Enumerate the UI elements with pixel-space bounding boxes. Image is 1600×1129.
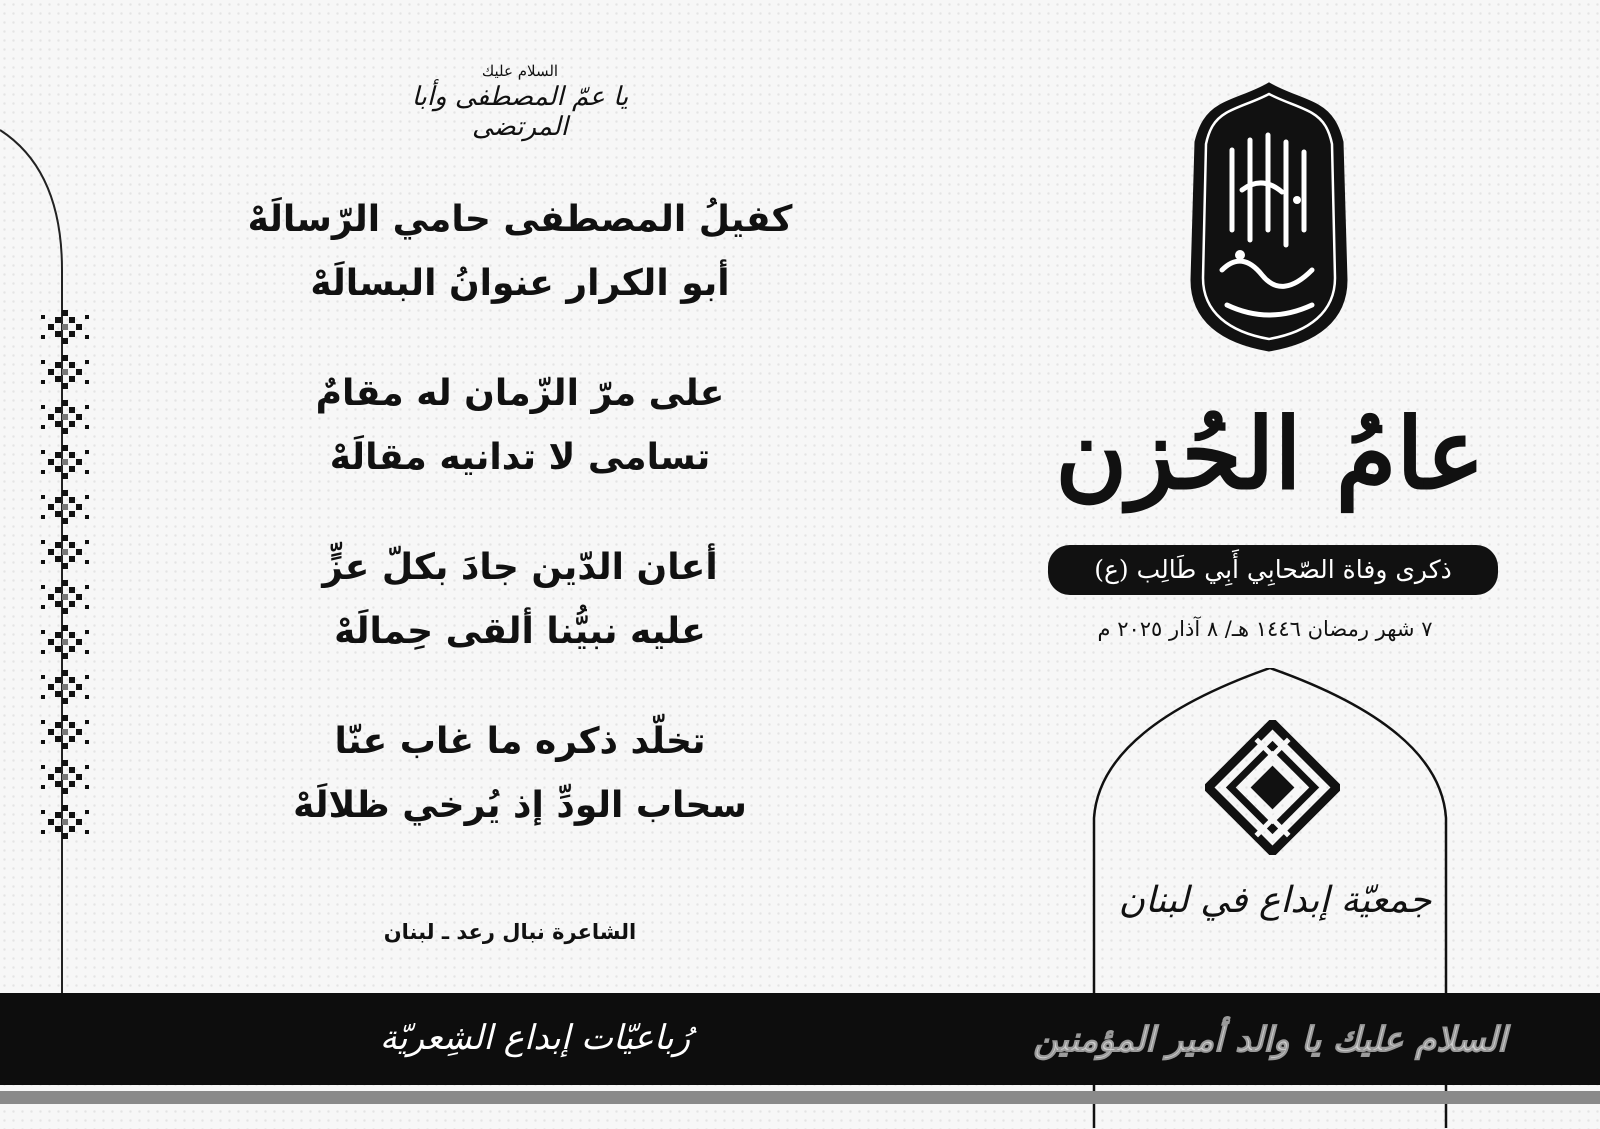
- bottom-stripe: [0, 1091, 1600, 1104]
- event-title: عامُ الحُزن: [1055, 397, 1485, 512]
- verse-line: تخلّد ذكره ما غاب عنّا: [334, 721, 706, 762]
- stanza: [200, 188, 840, 316]
- verse-line: أبو الكرار عنوانُ البسالَهْ: [310, 263, 730, 304]
- verse-line: كفيلُ المصطفى حامي الرّسالَهْ: [247, 199, 793, 240]
- stanza: [200, 710, 840, 838]
- greeting-calligraphy: [380, 62, 660, 142]
- series-title: رُباعيّات إبداع الشِعريّة: [379, 1018, 691, 1058]
- shrine-emblem-icon: [1182, 80, 1357, 355]
- verse-line: عليه نبيُّنا ألقى حِمالَهْ: [334, 611, 706, 652]
- kufic-emblem-icon: [1205, 720, 1340, 855]
- greeting-large: يا عمّ المصطفى وأبا المرتضى: [411, 82, 629, 142]
- organization-name: جمعيّة إبداع في لبنان: [1118, 880, 1432, 921]
- poem: [200, 188, 840, 884]
- verse-line: تسامى لا تدانيه مقالَهْ: [329, 437, 711, 478]
- stanza: [200, 536, 840, 664]
- event-subtitle: ذكرى وفاة الصّحابِي أَبِي طَالِب (ع): [1094, 555, 1452, 584]
- verse-line: أعان الدّين جادَ بكلّ عزٍّ: [322, 547, 718, 588]
- verse-line: سحاب الودِّ إذ يُرخي ظلالَهْ: [293, 785, 747, 826]
- greeting-small: السلام عليك: [481, 62, 559, 80]
- band-salutation: السلام عليك يا والد أمير المؤمنين: [1033, 1020, 1507, 1060]
- ornament-column-icon: [40, 305, 90, 850]
- verse-line: على مرّ الزّمان له مقامٌ: [315, 373, 725, 414]
- stanza: [200, 362, 840, 490]
- event-subtitle-bar: [1048, 545, 1498, 595]
- poet-credit: الشاعرة نبال رعد ـ لبنان: [383, 920, 637, 944]
- event-date: ٧ شهر رمضان ١٤٤٦ هـ/ ٨ آذار ٢٠٢٥ م: [1097, 617, 1433, 641]
